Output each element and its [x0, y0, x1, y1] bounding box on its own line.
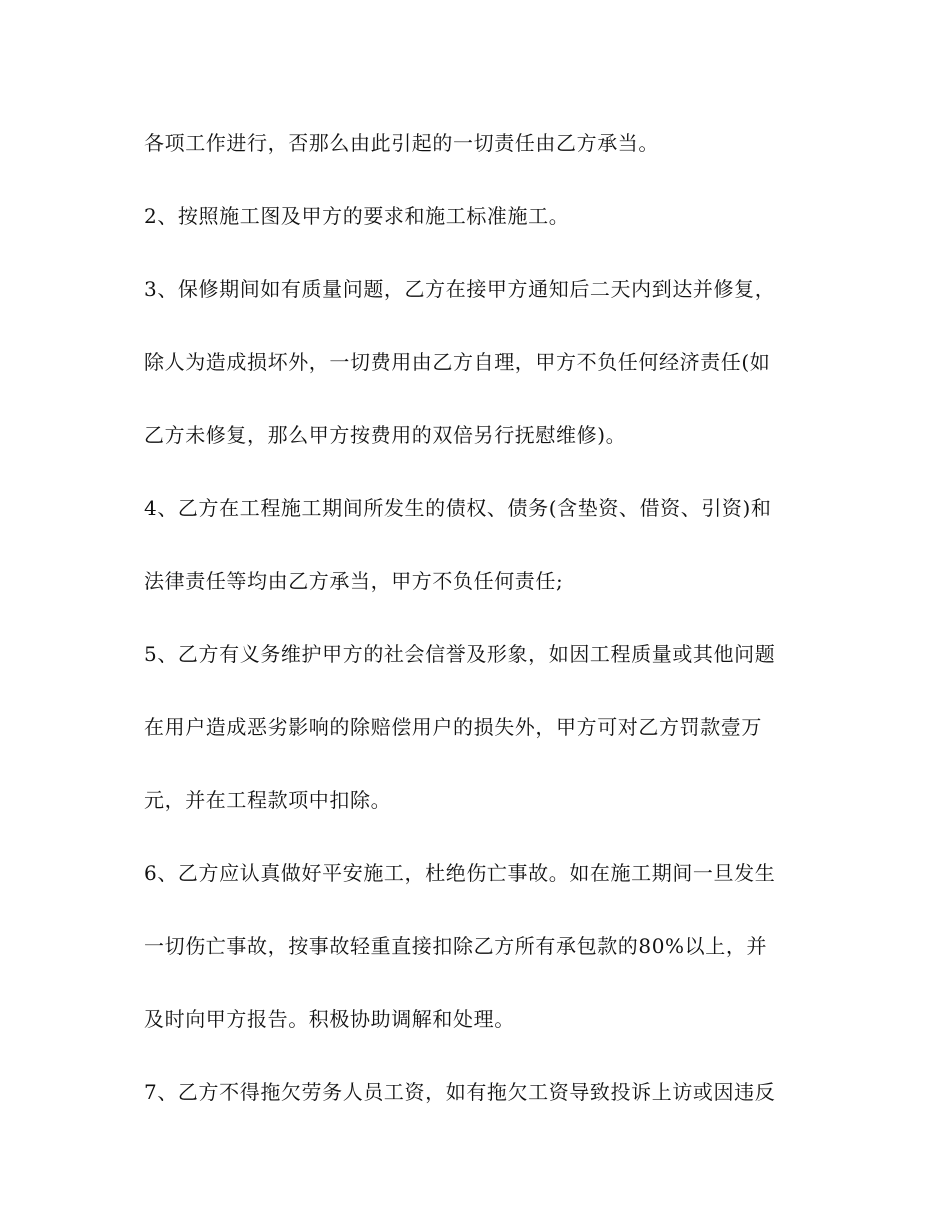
text-line: 5、乙方有义务维护甲方的社会信誉及形象，如因工程质量或其他问题: [144, 642, 776, 666]
text-line: 7、乙方不得拖欠劳务人员工资，如有拖欠工资导致投诉上访或因违反: [144, 1080, 776, 1104]
text-line: 在用户造成恶劣影响的除赔偿用户的损失外，甲方可对乙方罚款壹万: [144, 715, 762, 739]
text-line: 6、乙方应认真做好平安施工，杜绝伤亡事故。如在施工期间一旦发生: [144, 861, 776, 885]
text-line: 各项工作进行，否那么由此引起的一切责任由乙方承当。: [144, 131, 659, 155]
text-line: 乙方未修复，那么甲方按费用的双倍另行抚慰维修)。: [144, 423, 627, 447]
text-line: 4、乙方在工程施工期间所发生的债权、债务(含垫资、借资、引资)和: [144, 496, 772, 520]
text-line: 元，并在工程款项中扣除。: [144, 788, 392, 812]
text-line: 一切伤亡事故，按事故轻重直接扣除乙方所有承包款的80%以上，并: [144, 934, 768, 958]
text-line: 3、保修期间如有质量问题，乙方在接甲方通知后二天内到达并修复，: [144, 277, 776, 301]
text-line: 及时向甲方报告。积极协助调解和处理。: [144, 1007, 515, 1031]
text-line: 法律责任等均由乙方承当，甲方不负任何责任;: [144, 569, 564, 593]
text-line: 除人为造成损坏外，一切费用由乙方自理，甲方不负任何经济责任(如: [144, 350, 771, 374]
text-line: 2、按照施工图及甲方的要求和施工标准施工。: [144, 204, 570, 228]
